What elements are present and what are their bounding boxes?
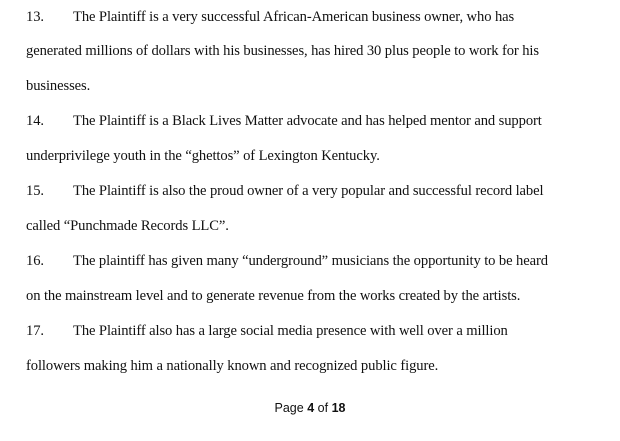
paragraph-number: 16. (26, 253, 44, 269)
paragraph-16-line-1 (26, 252, 548, 270)
paragraph-15-line-2 (26, 217, 229, 235)
paragraph-15-line-1 (26, 182, 543, 200)
paragraph-13-line-2 (26, 42, 539, 60)
paragraph-text: The plaintiff has given many “underground” musicians the opportunity to be heard (73, 253, 548, 269)
paragraph-text: underprivilege youth in the “ghettos” of Lexington Kentucky. (26, 148, 380, 164)
paragraph-number: 15. (26, 183, 44, 199)
paragraph-text: The Plaintiff is also the proud owner of a very popular and successful record label (73, 183, 544, 199)
paragraph-text: businesses. (26, 78, 91, 94)
paragraph-text: called “Punchmade Records LLC”. (26, 218, 229, 234)
paragraph-17-line-1 (26, 322, 508, 340)
of-label: of (317, 401, 329, 415)
paragraph-text: The Plaintiff is a Black Lives Matter advocate and has helped mentor and support (73, 113, 542, 129)
paragraph-16-line-2 (26, 287, 520, 305)
paragraph-text: followers making him a nationally known and recognized public figure. (26, 358, 439, 374)
paragraph-13-line-1 (26, 8, 514, 26)
paragraph-text: The Plaintiff is a very successful African-American business owner, who has (73, 9, 515, 25)
paragraph-text: generated millions of dollars with his businesses, has hired 30 plus people to work for his (26, 43, 539, 59)
paragraph-number: 13. (26, 9, 44, 25)
current-page-number: 4 (307, 401, 315, 415)
total-pages-number: 18 (331, 401, 346, 415)
page-label: Page (274, 401, 304, 415)
paragraph-number: 14. (26, 113, 44, 129)
paragraph-17-line-2 (26, 357, 438, 375)
paragraph-14-line-1 (26, 112, 542, 130)
paragraph-14-line-2 (26, 147, 380, 165)
page-footer (0, 400, 620, 416)
paragraph-13-line-3 (26, 77, 90, 95)
paragraph-text: on the mainstream level and to generate revenue from the works created by the artists. (26, 288, 521, 304)
paragraph-text: The Plaintiff also has a large social media presence with well over a million (73, 323, 508, 339)
paragraph-number: 17. (26, 323, 44, 339)
